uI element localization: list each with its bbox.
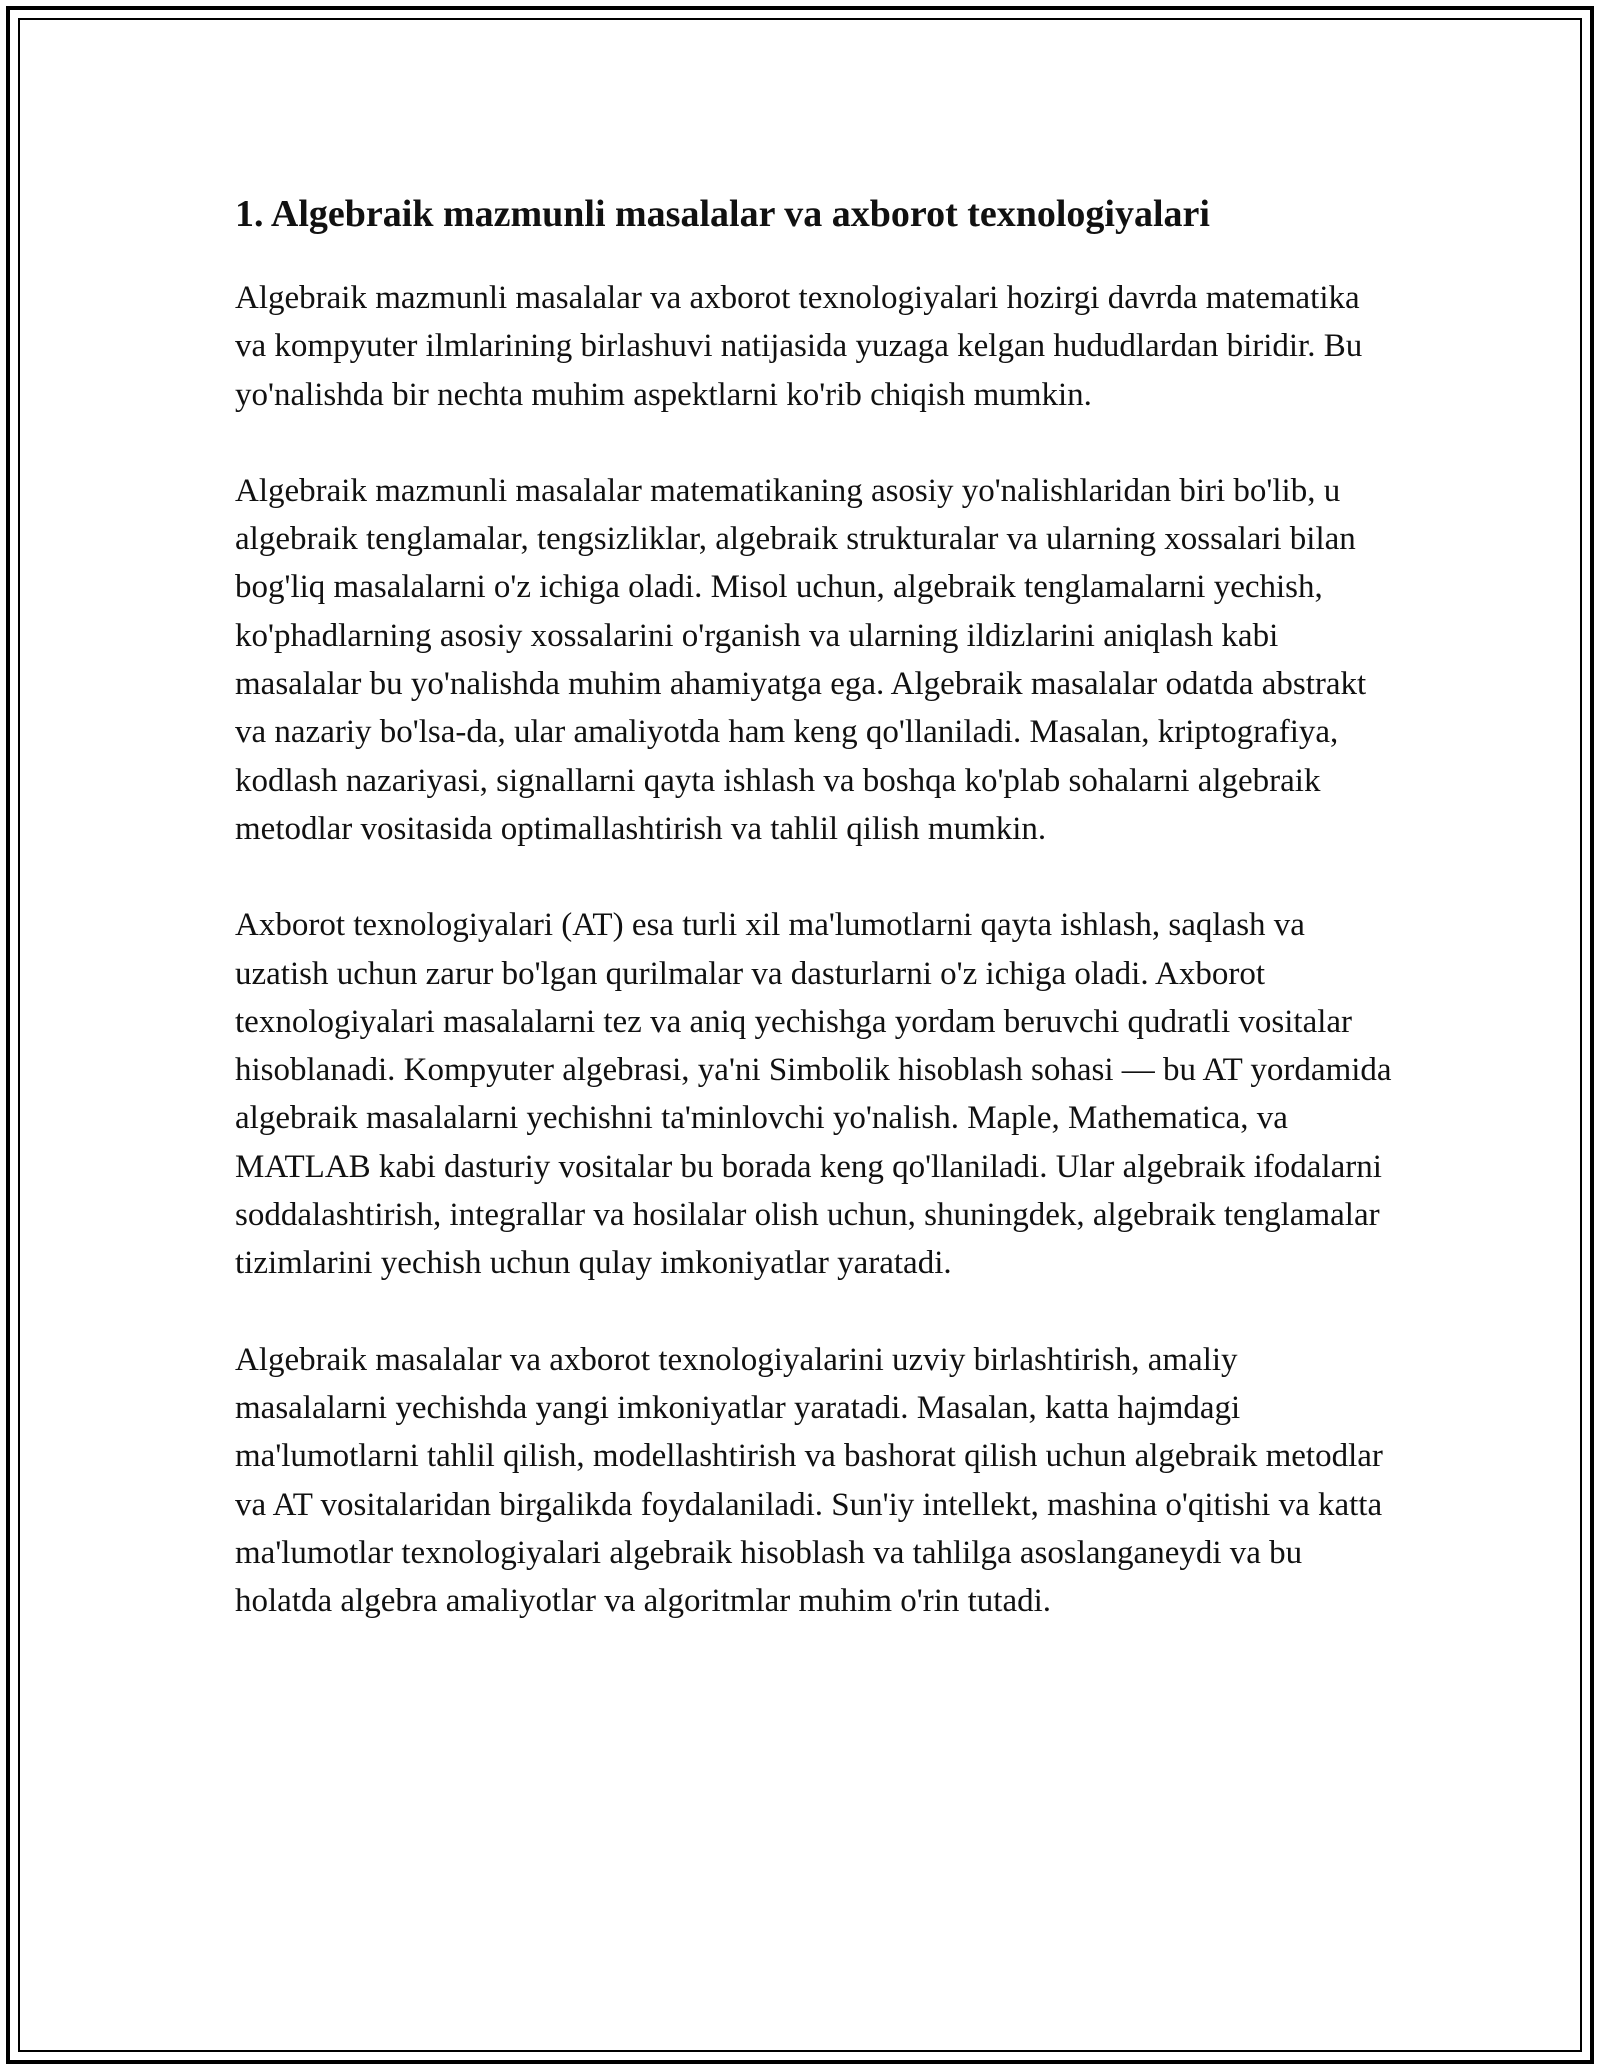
paragraph-algebraic-problems: Algebraik mazmunli masalalar matematikaning asosiy yo'nalishlaridan biri bo'lib, u algebraik tenglamalar, tengsizliklar, algebraik strukturalar va ularning xossalari bilan bog'liq masalalarni o'z ichiga oladi. Misol uchun, algebraik tenglamalarni yechish, ko'phadlarning asosiy xossalarini o'rganish va ularning ildizlarini aniqlash kabi masalalar bu yo'nalishda muhim ahamiyatga ega. Algebraik masalalar odatda abstrakt va nazariy bo'lsa-da, ular amaliyotda ham keng qo'llaniladi. Masalan, kriptografiya, kodlash nazariyasi, signallarni qayta ishlash va boshqa ko'plab sohalarni algebraik metodlar vositasida optimallashtirish va tahlil qilish mumkin.: [235, 472, 1367, 847]
section-heading: 1. Algebraik mazmunli masalalar va axborot texnologiyalari: [235, 193, 1210, 235]
paragraph-integration: Algebraik masalalar va axborot texnologiyalarini uzviy birlashtirish, amaliy masalalarni yechishda yangi imkoniyatlar yaratadi. Masalan, katta hajmdagi ma'lumotlarni tahlil qilish, modellashtirish va bashorat qilish uchun algebraik metodlar va AT vositalaridan birgalikda foydalaniladi. Sun'iy intellekt, mashina o'qitishi va katta ma'lumotlar texnologiyalari algebraik hisoblash va tahlilga asoslanganeydi va bu holatda algebra amaliyotlar va algoritmlar muhim o'rin tutadi.: [235, 1341, 1383, 1620]
document-body: [235, 188, 1395, 1625]
paragraph-information-technology: Axborot texnologiyalari (AT) esa turli xil ma'lumotlarni qayta ishlash, saqlash va uzatish uchun zarur bo'lgan qurilmalar va dasturlarni o'z ichiga oladi. Axborot texnologiyalari masalalarni tez va aniq yechishga yordam beruvchi qudratli vositalar hisoblanadi. Kompyuter algebrasi, ya'ni Simbolik hisoblash sohasi — bu AT yordamida algebraik masalalarni yechishni ta'minlovchi yo'nalish. Maple, Mathematica, va MATLAB kabi dasturiy vositalar bu borada keng qo'llaniladi. Ular algebraik ifodalarni soddalashtirish, integrallar va hosilalar olish uchun, shuningdek, algebraik tenglamalar tizimlarini yechish uchun qulay imkoniyatlar yaratadi.: [235, 907, 1392, 1282]
paragraph-intro: Algebraik mazmunli masalalar va axborot texnologiyalari hozirgi davrda matematika va kompyuter ilmlarining birlashuvi natijasida yuzaga kelgan hududlardan biridir. Bu yo'nalishda bir nechta muhim aspektlarni ko'rib chiqish mumkin.: [235, 280, 1363, 413]
